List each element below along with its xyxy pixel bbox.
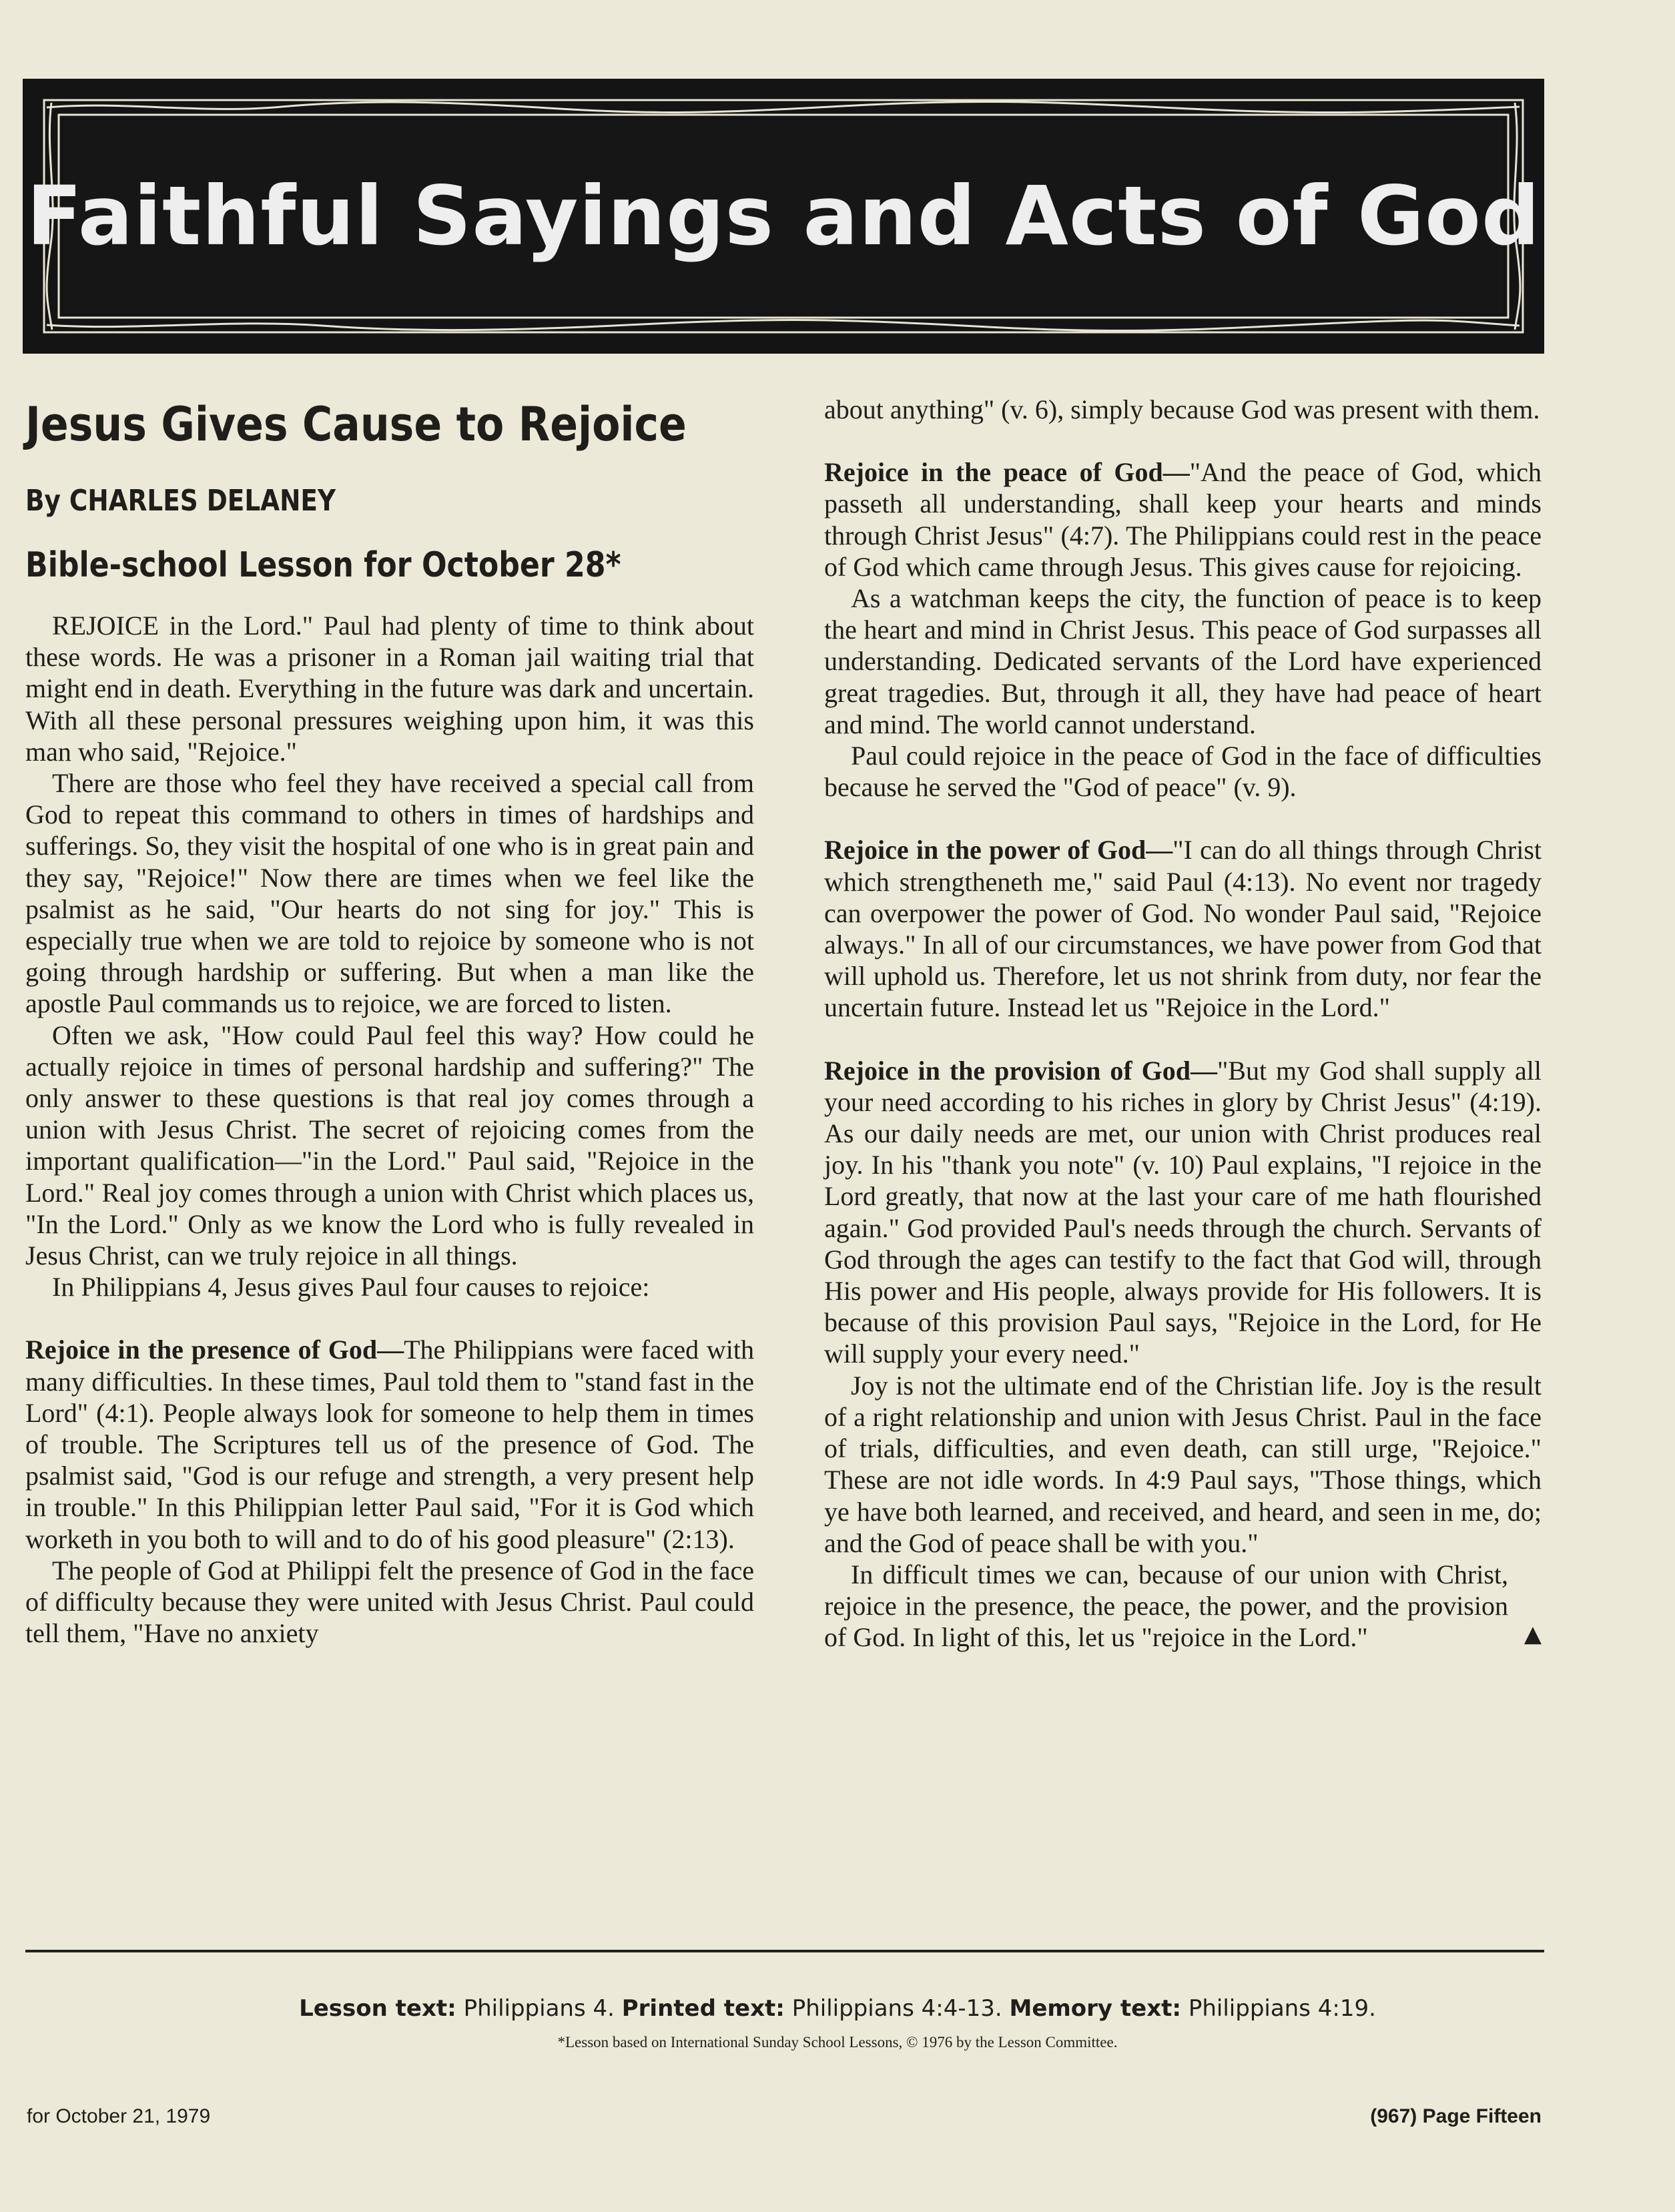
section-heading: Rejoice in the provision of God—	[824, 1055, 1217, 1086]
paragraph: As a watchman keeps the city, the function of peace is to keep the heart and mind in Christ Jesus. This peace of God surpasses all understanding. Dedicated servants of the Lord have experienced great tragedies. But, through it all, they have had peace of heart and mind. The world cannot understand.	[824, 583, 1542, 739]
lesson-text-value: Philippians 4.	[463, 1995, 615, 2022]
issue-date: for October 21, 1979	[27, 2105, 211, 2127]
closing-paragraph	[824, 1559, 1542, 1653]
section-text: "And the peace of God, which passeth all understanding, shall keep your hearts and minds through Christ Jesus" (4:7). The Philippians could rest in the peace of God which came through Jesus. This gives cause for rejoicing.	[824, 457, 1542, 582]
memory-text-label: Memory text:	[1009, 1995, 1182, 2022]
banner-inner	[26, 120, 1541, 312]
right-column	[824, 394, 1542, 1653]
closing-text: In difficult times we can, because of our union with Christ, rejoice in the presence, the peace, the power, and the provision of God. In light of this, let us "rejoice in the Lord."	[824, 1559, 1508, 1653]
printed-text-value: Philippians 4:4-13.	[791, 1995, 1002, 2022]
memory-text-value: Philippians 4:19.	[1188, 1995, 1376, 2022]
section-heading: Rejoice in the power of God—	[824, 835, 1173, 865]
section-text: The Philippians were faced with many difficulties. In these times, Paul told them to "stand fast in the Lord" (4:1). People always look for someone to help them in times of trouble. The Scriptures tell us of the presence of God. The psalmist said, "God is our refuge and strength, a very present help in trouble." In this Philippian letter Paul said, "For it is God which worketh in you both to will and to do of his good pleasure" (2:13).	[25, 1335, 754, 1554]
paragraph: REJOICE in the Lord." Paul had plenty of time to think about these words. He was a prisoner in a Roman jail waiting trial that might end in death. Everything in the future was dark and uncertain. With all these personal pressures weighing upon him, it was this man who said, "Rejoice."	[25, 611, 754, 767]
paragraph: Joy is not the ultimate end of the Christian life. Joy is the result of a right relationship and union with Jesus Christ. Paul in the face of trials, difficulties, and even death, can still urge, "Rejoice." These are not idle words. In 4:9 Paul says, "Those things, which ye have both learned, and received, and heard, and seen in me, do; and the God of peace shall be with you."	[824, 1370, 1542, 1558]
byline: By CHARLES DELANEY	[25, 484, 336, 518]
lesson-text-label: Lesson text:	[299, 1995, 456, 2022]
title-banner	[27, 83, 1540, 350]
banner-title: Faithful Sayings and Acts of God	[26, 169, 1541, 264]
footer-rule	[25, 1950, 1544, 1952]
left-column	[25, 394, 754, 1649]
paragraph: Often we ask, "How could Paul feel this way? How could he actually rejoice in times of personal hardship and suffering?" The only answer to these questions is that real joy comes through a union with Jesus Christ. The secret of rejoicing comes from the important qualification—"in the Lord." Paul said, "Rejoice in the Lord." Real joy comes through a union with Christ which places us, "In the Lord." Only as we know the Lord who is fully revealed in Jesus Christ, can we truly rejoice in all things.	[25, 1020, 754, 1271]
article-title: Jesus Gives Cause to Rejoice	[25, 397, 687, 452]
paragraph: Paul could rejoice in the peace of God in the face of difficulties because he served the "God of peace" (v. 9).	[824, 741, 1542, 803]
lesson-subtitle: Bible-school Lesson for October 28*	[25, 545, 621, 585]
section-provision	[824, 1055, 1542, 1370]
section-heading: Rejoice in the peace of God—	[824, 457, 1190, 488]
copyright-footnote: *Lesson based on International Sunday School Lessons, © 1976 by the Lesson Committee.	[557, 2034, 1118, 2051]
section-peace	[824, 456, 1542, 583]
section-heading: Rejoice in the presence of God—	[25, 1335, 404, 1365]
paragraph: The people of God at Philippi felt the presence of God in the face of difficulty because they were united with Jesus Christ. Paul could tell them, "Have no anxiety	[25, 1555, 754, 1649]
page-number: (967) Page Fifteen	[1370, 2105, 1542, 2127]
section-text: "But my God shall supply all your need according to his riches in glory by Christ Jesus" (4:19). As our daily needs are met, our union with Christ produces real joy. In his "thank you note" (v. 10) Paul explains, "I rejoice in the Lord greatly, that now at the last your care of me hath flourished again." God provided Paul's needs through the church. Servants of God through the ages can testify to the fact that God will, through His power and His people, always provide for His followers. It is because of this provision Paul says, "Rejoice in the Lord, for He will supply your every need."	[824, 1055, 1542, 1369]
paragraph: about anything" (v. 6), simply because God was present with them.	[824, 394, 1540, 424]
printed-text-label: Printed text:	[621, 1995, 785, 2022]
paragraph: In Philippians 4, Jesus gives Paul four causes to rejoice:	[52, 1272, 650, 1303]
section-presence	[25, 1334, 754, 1554]
lesson-references	[0, 1995, 1675, 2022]
end-triangle-icon: ▲	[1524, 1621, 1542, 1648]
section-power	[824, 834, 1542, 1023]
paragraph: There are those who feel they have received a special call from God to repeat this command to others in times of hardships and sufferings. So, they visit the hospital of one who is in great pain and they say, "Rejoice!" Now there are times when we feel like the psalmist as he said, "Our hearts do not sing for joy." This is especially true when we are told to rejoice by someone who is not going through hardship or suffering. But when a man like the apostle Paul commands us to rejoice, we are forced to listen.	[25, 768, 754, 1019]
section-text: "I can do all things through Christ which strengtheneth me," said Paul (4:13). No event nor tragedy can overpower the power of God. No wonder Paul said, "Rejoice always." In all of our circumstances, we have power from God that will uphold us. Therefore, let us not shrink from duty, nor fear the uncertain future. Instead let us "Rejoice in the Lord."	[824, 835, 1542, 1023]
